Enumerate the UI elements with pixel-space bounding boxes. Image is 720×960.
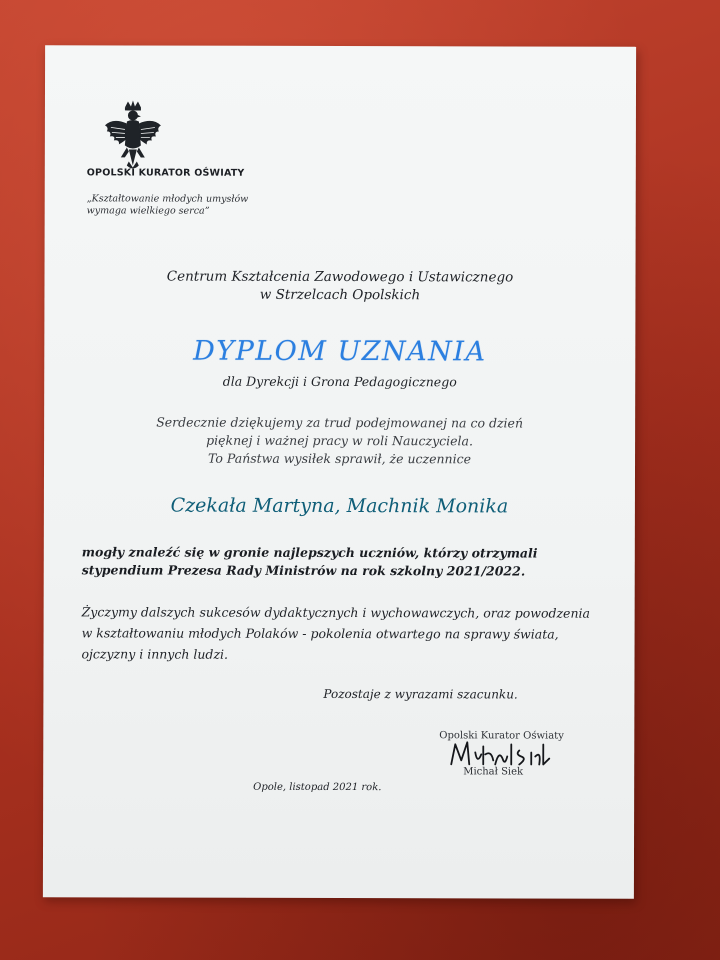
thanks-line: Serdecznie dziękujemy za trud podejmowanej na co dzień [156,414,524,431]
wishes-line: w kształtowaniu młodych Polaków - pokolenia otwartego na sprawy świata, [81,625,559,642]
thanks-line: pięknej i ważnej pracy w roli Nauczyciela. [206,432,473,449]
closing-phrase: Pozostaje z wyrazami szacunku. [323,686,518,702]
signatory-name: Michał Siek [463,766,524,778]
motto-quote [87,193,249,217]
wishes-paragraph [81,601,611,665]
school-name-line: w Strzelcach Opolskich [259,286,421,304]
signatory-role: Opolski Kurator Oświaty [439,730,564,742]
diploma-title: DYPLOM UZNANIA [193,335,487,368]
wishes-line: ojczyzny i innych ludzi. [81,646,229,662]
thanks-paragraph [44,413,635,469]
achievement-paragraph [82,543,612,580]
wishes-line: Życzymy dalszych sukcesów dydaktycznych i wychowawczych, oraz powodzenia [81,604,590,621]
recipient-line: dla Dyrekcji i Grona Pedagogicznego [222,373,457,390]
diploma-sheet [43,45,636,899]
school-name-line: Centrum Kształcenia Zawodowego i Ustawicznego [166,268,514,286]
achievement-line: stypendium Prezesa Rady Ministrów na rok szkolny 2021/2022. [81,562,526,579]
thanks-line: To Państwa wysiłek sprawił, że uczennice [208,450,472,467]
motto-line: „Kształtowanie młodych umysłów [86,193,249,205]
place-and-date: Opole, listopad 2021 rok. [253,781,382,794]
motto-line: wymaga wielkiego serca” [86,205,210,217]
student-names: Czekała Martyna, Machnik Monika [170,494,509,518]
office-name: OPOLSKI KURATOR OŚWIATY [86,167,245,179]
achievement-line: mogły znaleźć się w gronie najlepszych uczniów, którzy otrzymali [81,544,538,561]
school-name [44,267,635,305]
